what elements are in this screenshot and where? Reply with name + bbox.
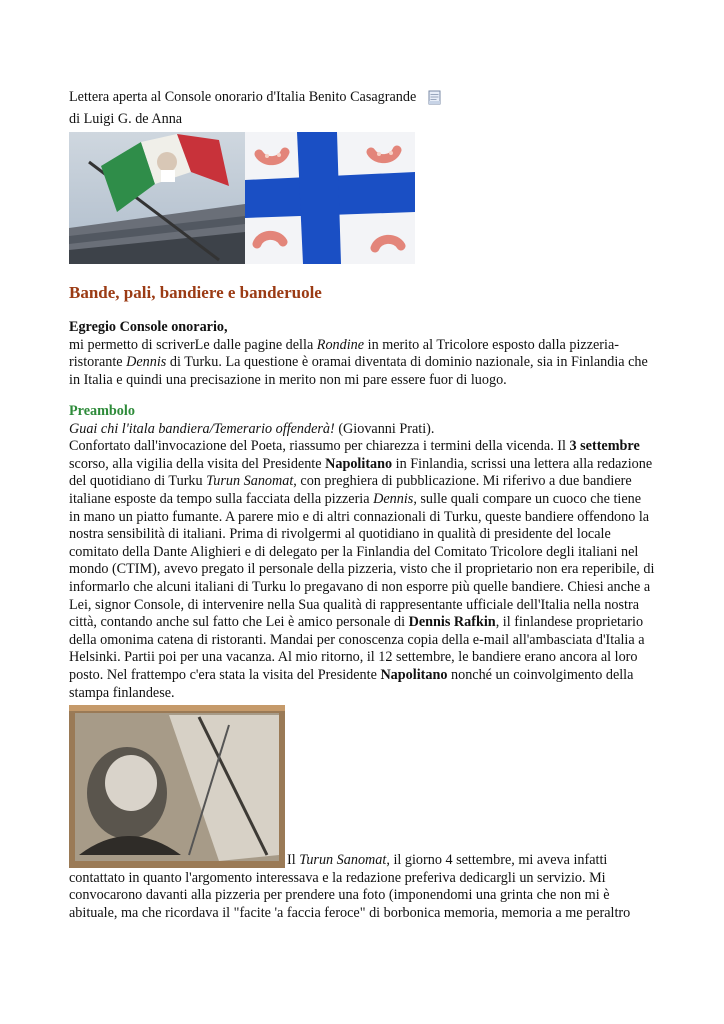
after-photo-paragraph: Il Turun Sanomat, il giorno 4 settembre, mi aveva infatti contattato in quanto l'argomento interessava e la redazione preferiva dedicargli un servizio. Mi convocarono davanti alla pizzeria per prendere una foto (imponendomi una grinta che non mi è abituale, ma che ricordava il "facite 'a faccia feroce" di borbonica memoria, memoria a me peraltro [69, 852, 631, 921]
salutation: Egregio Console onorario, [69, 319, 228, 335]
intro-paragraph: mi permetto di scriverLe dalle pagine della Rondine in merito al Tricolore esposto dalla pizzeria-ristorante Dennis di Turku. La questione è oramai diventata di dominio nazionale, sia in Finlandia che in Italia e quindi una precisazione in merito non mi pare essere fuor di luogo. [69, 336, 648, 388]
document-title-line [69, 89, 442, 107]
document-title: Lettera aperta al Console onorario d'Italia Benito Casagrande [69, 89, 417, 105]
section-heading-preambolo: Preambolo [69, 403, 135, 419]
preambolo-paragraph: Confortato dall'invocazione del Poeta, riassumo per chiarezza i termini della vicenda. Il 3 settembre scorso, alla vigilia della visita del Presidente Napolitano in Finlandia, scrissi una lettera alla redazione del quotidiano di Turku Turun Sanomat, con preghiera di pubblicazione. Mi riferivo a due bandiere italiane esposte da tempo sulla facciata della pizzeria Dennis, sulle quali compare un cuoco che tiene in mano un piatto fumante. A parere mio e di altri connazionali di Turku, queste bandiere offendono la nostra sensibilità di italiani. Prima di rivolgermi al quotidiano in qualità di presidente del locale comitato della Dante Alighieri e di delegato per la Finlandia del Comitato Tricolore degli italiani nel mondo (CTIM), avevo pregato il personale della pizzeria, visto che il proprietario non era reperibile, di informarlo che alcuni italiani di Turku lo pregavano di non esporre più quelle bandiere. Chiesi anche a Lei, signor Console, di intervenire nella Sua qualità di rappresentante ufficiale dell'Italia nella nostra città, contando anche sul fatto che Lei è amico personale di Dennis Rafkin, il finlandese proprietario della omonima catena di ristoranti. Mandai per conoscenza copia della e-mail all'ambasciata d'Italia a Helsinki. Partii poi per una vacanza. Al mio ritorno, il 12 settembre, le bandiere erano ancora al loro posto. Nel frattempo c'era stata la visita del Presidente Napolitano nonché un coinvolgimento della stampa finlandese. [69, 438, 655, 701]
preambolo-section [69, 403, 655, 702]
newspaper-photo-block [69, 705, 655, 922]
article-heading: Bande, pali, bandiere e banderuole [69, 283, 322, 302]
author-line: di Luigi G. de Anna [69, 111, 183, 127]
intro-section [69, 319, 655, 389]
poet-quote: Guai chi l'itala bandiera/Temerario offenderà! (Giovanni Prati). [69, 420, 435, 437]
italian-flag-photo [69, 132, 245, 264]
header-photo [69, 132, 415, 264]
document-icon[interactable] [428, 90, 442, 105]
finnish-sausage-flag-photo [245, 132, 415, 264]
newspaper-clipping-photo [69, 705, 285, 868]
